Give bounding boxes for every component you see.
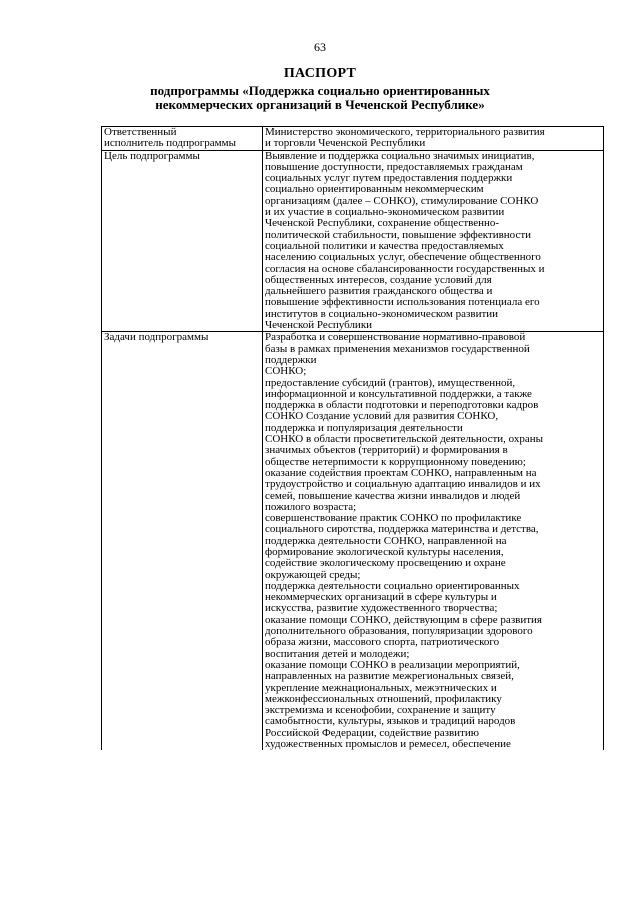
value-line: оказание помощи СОНКО, действующим в сфере развития (265, 614, 542, 626)
value-line: значимых объектов (территорий) и формирования в (265, 445, 508, 457)
value-line: СОНКО; (265, 366, 307, 378)
value-line: направленных на развитие межрегиональных связей, (265, 671, 514, 683)
value-line: населению социальных услуг, обеспечение общественного (265, 252, 541, 264)
value-line: общественных интересов, создание условий для (265, 274, 492, 286)
label-line: Задачи подпрограммы (104, 332, 209, 344)
subtitle-line: подпрограммы «Поддержка социально ориентированных (150, 83, 490, 98)
value-line: организациям (далее – СОНКО), стимулирование СОНКО (265, 195, 539, 207)
value-line: оказание содействия проектам СОНКО, направленным на (265, 467, 537, 479)
value-line: социально ориентированным некоммерческим (265, 184, 484, 196)
value-line: трудоустройство и социальную адаптацию инвалидов и их (265, 479, 541, 491)
value-line: Российской Федерации, содействие развитию (265, 727, 479, 739)
value-line: СОНКО Создание условий для развития СОНКО, (265, 411, 499, 423)
value-line: обществе нетерпимости к коррупционному поведению; (265, 456, 526, 468)
value-line: Министерство экономического, территориального развития (265, 127, 545, 138)
document-title: ПАСПОРТ (283, 66, 357, 81)
value-line: Выявление и поддержка социально значимых инициатив, (265, 150, 535, 162)
value-line: экстремизма и ксенофобии, сохранение и защиту (265, 705, 496, 717)
row-value (263, 332, 604, 750)
value-line: политической стабильности, повышение эффективности (265, 229, 532, 241)
value-line: повышение доступности, предоставляемых гражданам (265, 161, 523, 173)
value-line: институтов в социально-экономическом развитии (265, 308, 499, 320)
value-line: социального сиротства, поддержка материнства и детства, (265, 524, 539, 536)
value-line: образа жизни, массового спорта, патриотического (265, 637, 500, 649)
value-line: формирование экологической культуры населения, (265, 546, 504, 558)
value-line: предоставление субсидий (грантов), имущественной, (265, 377, 516, 389)
value-line: СОНКО в области просветительской деятельности, охраны (265, 434, 544, 446)
value-line: социальной политики и качества предоставляемых (265, 240, 504, 252)
value-line: поддержка и популяризация деятельности (265, 422, 463, 434)
value-line: содействие экологическому просвещению и охране (265, 558, 506, 570)
value-line: поддержка в области подготовки и переподготовки кадров (265, 400, 539, 412)
label-line: исполнитель подпрограммы (104, 138, 236, 150)
value-line: оказание помощи СОНКО в реализации мероприятий, (265, 659, 520, 671)
document-subtitle (100, 84, 540, 112)
passport-table (101, 126, 604, 750)
table-row-goal (102, 150, 604, 332)
value-line: дальнейшего развития гражданского общества и (265, 286, 493, 298)
value-line: воспитания детей и молодежи; (265, 648, 410, 660)
value-line: и торговли Чеченской Республики (265, 138, 426, 150)
value-line: информационной и консультативной поддержки, а также (265, 388, 532, 400)
value-line: совершенствование практик СОНКО по профилактике (265, 513, 522, 525)
row-label (102, 127, 263, 151)
value-line: некоммерческих организаций в сфере культуры и (265, 592, 497, 604)
value-line: поддержки (265, 354, 317, 366)
value-line: согласия на основе сбалансированности государственных и (265, 263, 545, 275)
row-label (102, 332, 263, 750)
table-row-responsible (102, 127, 604, 151)
value-line: семей, повышение качества жизни инвалидов и людей (265, 490, 521, 502)
value-line: социальных услуг путем предоставления поддержки (265, 173, 513, 185)
value-line: Чеченской Республики (265, 320, 373, 332)
value-line: укрепление межнациональных, межэтнических и (265, 682, 497, 694)
value-line: художественных промыслов и ремесел, обеспечение (265, 739, 511, 751)
value-line: базы в рамках применения механизмов государственной (265, 343, 530, 355)
value-line: искусства, развитие художественного творчества; (265, 603, 498, 615)
value-line: пожилого возраста; (265, 501, 357, 513)
subtitle-line: некоммерческих организаций в Чеченской Республике» (155, 97, 485, 112)
value-line: повышение эффективности использования потенциала его (265, 297, 540, 309)
value-line: Разработка и совершенствование нормативно-правовой (265, 332, 526, 344)
row-label (102, 150, 263, 332)
value-line: и их участие в социально-экономическом развитии (265, 207, 505, 219)
page-number: 63 (314, 40, 326, 54)
value-line: поддержка деятельности СОНКО, направленной на (265, 535, 507, 547)
label-line: Цель подпрограммы (104, 150, 200, 162)
value-line: дополнительного образования, популяризации здорового (265, 626, 533, 638)
value-line: межконфессиональных отношений, профилактику (265, 693, 502, 705)
row-value (263, 127, 604, 151)
value-line: окружающей среды; (265, 569, 361, 581)
label-line: Ответственный (104, 127, 177, 138)
value-line: самобытности, культуры, языков и традиций народов (265, 716, 516, 728)
value-line: Чеченской Республики, сохранение общественно- (265, 218, 500, 230)
table-row-tasks (102, 332, 604, 750)
value-line: поддержка деятельности социально ориентированных (265, 580, 520, 592)
row-value (263, 150, 604, 332)
